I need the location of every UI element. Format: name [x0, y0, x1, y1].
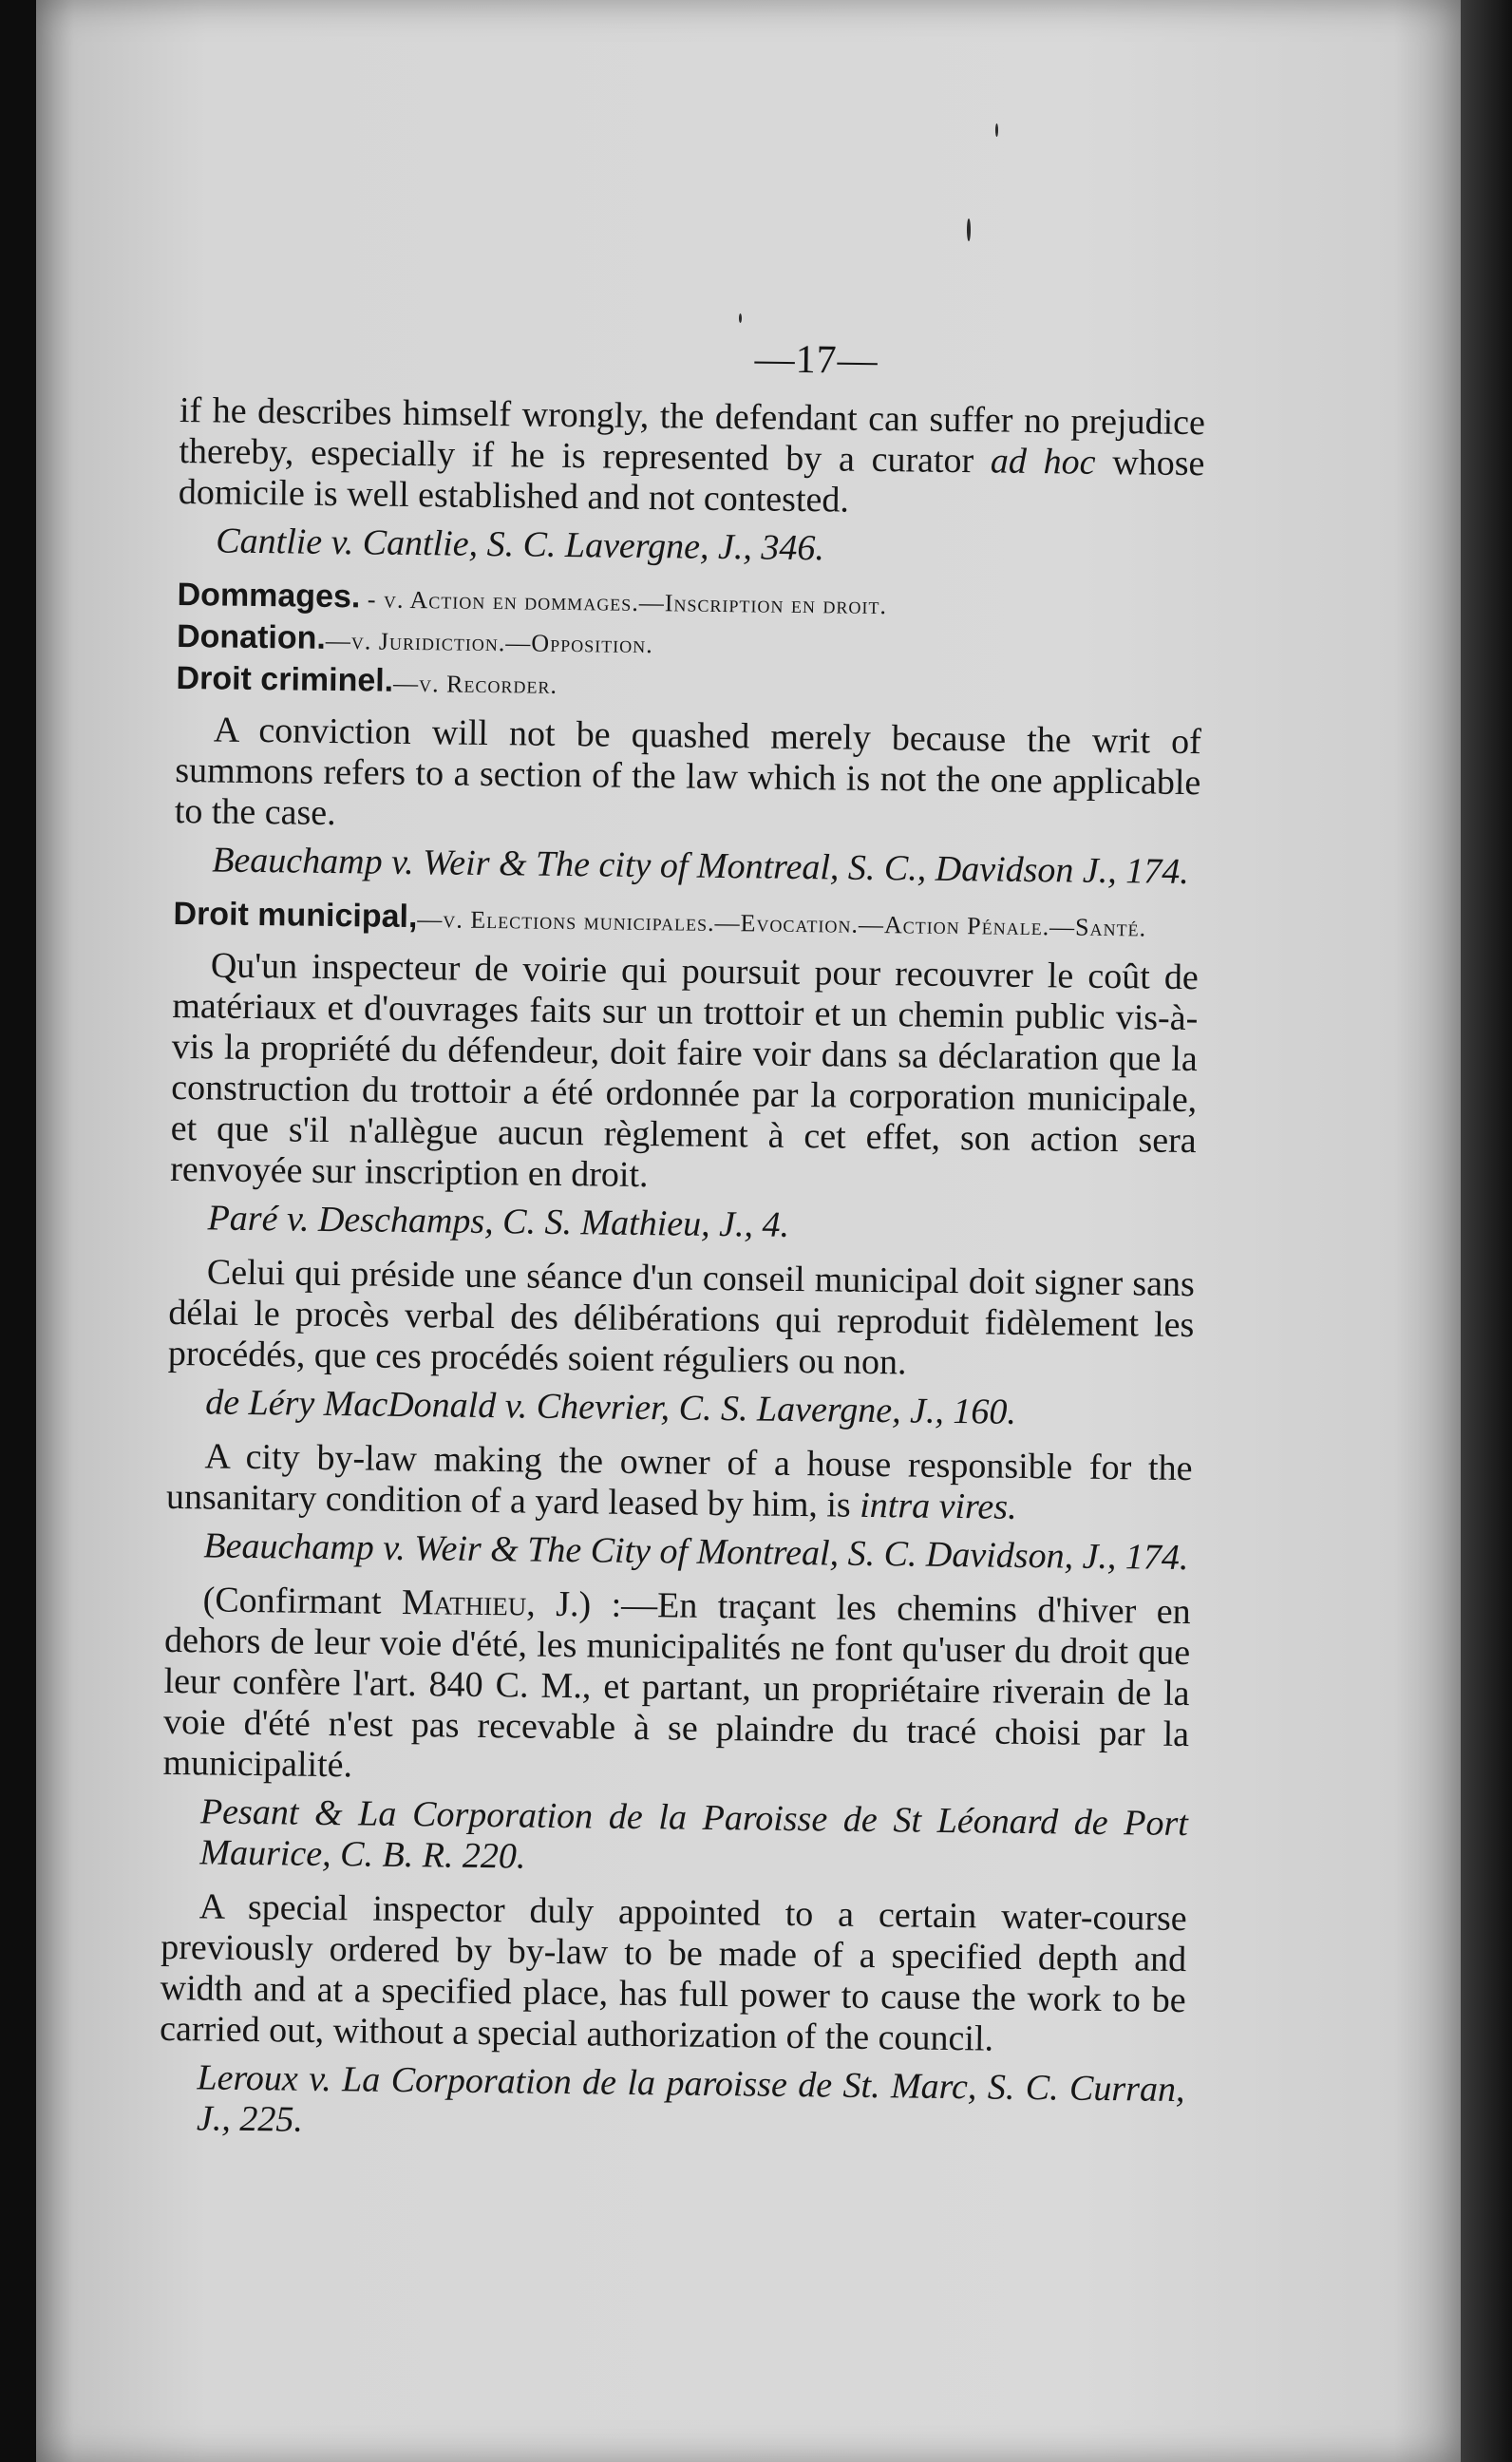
paragraph-3: Qu'un inspecteur de voirie qui poursuit pour recouvrer le coût de matériaux et d'ouvrages faits sur un trottoir et un chemin public vis-à-vis la propriété du défendeur, doit faire voir dans sa déclaration que la construction du trottoir a été ordonnée par la corporation municipale, et que s'il n'allègue aucun règlement à cet effet, son action sera renvoyée sur inscription en droit. — [169, 945, 1200, 1196]
dust-mark — [995, 123, 998, 137]
heading-term: Droit municipal, — [173, 895, 418, 936]
paragraph-text: (Confirmant — [202, 1580, 403, 1622]
latin-term: ad hoc — [990, 441, 1096, 483]
heading-droit-municipal — [173, 894, 1199, 948]
heading-refs: —v. Elections municipales.—Evocation.—Action Pénale.—Santé. — [417, 905, 1147, 942]
page-content — [159, 332, 1206, 2165]
heading-refs: —v. Recorder. — [392, 669, 558, 699]
page-number: —17— — [754, 337, 879, 383]
paragraph-1 — [179, 390, 1205, 525]
citation-7: Leroux v. La Corporation de la paroisse de St. Marc, S. C. Curran, J., 225. — [196, 2057, 1185, 2140]
heading-term: Droit criminel. — [176, 659, 394, 699]
heading-term: Donation. — [176, 617, 327, 656]
latin-term: intra vires. — [859, 1485, 1017, 1527]
heading-refs: - v. Action en dommages.—Inscription en droit. — [360, 585, 888, 620]
paragraph-5 — [166, 1436, 1193, 1530]
paragraph-7: A special inspector duly appointed to a certain water-course previously ordered by by-law to be made of a specified depth and width and at a specified place, has full power to cause the work to be carried out, without a special authorization of the council. — [159, 1886, 1187, 2059]
citation-5: Beauchamp v. Weir & The City of Montreal, S. C. Davidson, J., 174. — [203, 1525, 1189, 1579]
page-edge — [1461, 0, 1512, 2462]
dust-mark — [739, 313, 742, 323]
judge-name: Mathieu — [401, 1581, 527, 1624]
citation-6: Pesant & La Corporation de la Paroisse de St Léonard de Port Maurice, C. B. R. 220. — [199, 1791, 1189, 1877]
paragraph-6 — [162, 1580, 1191, 1796]
paragraph-text: whose domicile is well established and not contested. — [178, 442, 1205, 521]
citation-4: de Léry MacDonald v. Chevrier, C. S. Lavergne, J., 160. — [204, 1382, 1017, 1432]
paragraph-text: A city by-law making the owner of a house responsible for the unsanitary condition of a yard leased by him, is — [165, 1436, 1193, 1525]
dust-mark — [967, 218, 971, 241]
paragraph-text: , J.) :—En traçant les chemins d'hiver en dehors de leur voie d'été, les municipalités ne font qu'user du droit que leur confère l'art. 840 C. M., et partant, un propriétaire riverain de la voie d'été n'est pas recevable à se plaindre du tracé choisi par la municipalité. — [162, 1583, 1191, 1786]
paragraph-text: if he describes himself wrongly, the defendant can suffer no prejudice thereby, especially if he is represented by a curator — [179, 389, 1206, 482]
citation-1: Cantlie v. Cantlie, S. C. Lavergne, J., 346. — [216, 521, 825, 569]
heading-term: Dommages. — [177, 576, 361, 616]
heading-refs: —v. Juridiction.—Opposition. — [325, 626, 653, 659]
paragraph-2: A conviction will not be quashed merely because the writ of summons refers to a section of the law which is not the one applicable to the case. — [174, 710, 1202, 834]
citation-2: Beauchamp v. Weir & The city of Montreal, S. C., Davidson J., 174. — [211, 840, 1190, 893]
paragraph-4: Celui qui préside une séance d'un conseil municipal doit signer sans délai le procès verbal des délibérations qui reproduit fidèlement les procédés, que ces procédés soient réguliers ou non. — [167, 1252, 1196, 1383]
citation-3: Paré v. Deschamps, C. S. Mathieu, J., 4. — [207, 1198, 790, 1245]
